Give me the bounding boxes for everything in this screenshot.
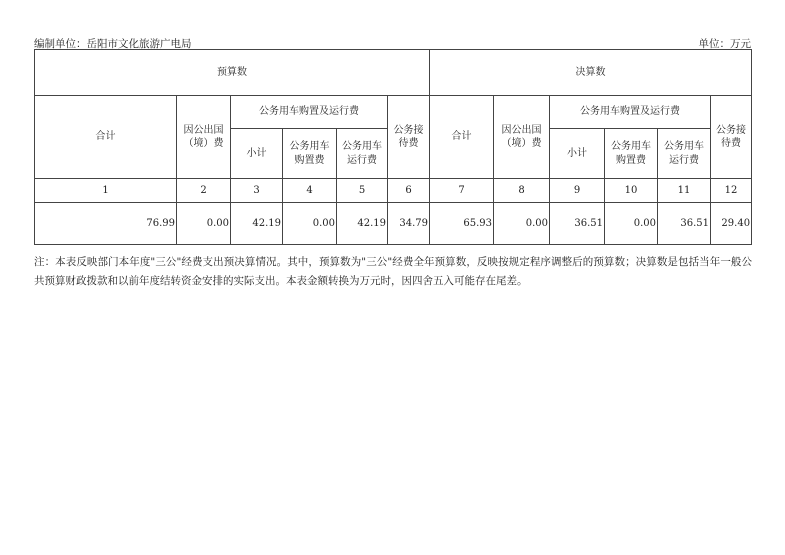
budget-operate-header: 公务用车运行费 <box>337 129 388 179</box>
final-purchase-value: 0.00 <box>605 203 658 245</box>
col-number: 2 <box>177 179 231 203</box>
budget-subtotal-value: 42.19 <box>231 203 283 245</box>
col-number: 1 <box>35 179 177 203</box>
column-number-row <box>35 179 752 203</box>
budget-operate-value: 42.19 <box>337 203 388 245</box>
unit-label: 单位：万元 <box>698 38 751 50</box>
col-number: 5 <box>337 179 388 203</box>
organization-label: 编制单位：岳阳市文化旅游广电局 <box>34 38 192 50</box>
col-number: 3 <box>231 179 283 203</box>
budget-subtotal-header: 小计 <box>231 129 283 179</box>
budget-reception-value: 34.79 <box>388 203 430 245</box>
final-reception-header: 公务接待费 <box>711 96 752 179</box>
col-number: 9 <box>550 179 605 203</box>
value-row <box>35 203 752 245</box>
budget-reception-header: 公务接待费 <box>388 96 430 179</box>
final-purchase-header: 公务用车购置费 <box>605 129 658 179</box>
final-abroad-header: 因公出国（境）费 <box>494 96 550 179</box>
table-footnote: 注：本表反映部门本年度"三公"经费支出预决算情况。其中，预算数为"三公"经费全年预算数，反映按规定程序调整后的预算数；决算数是包括当年一般公共预算财政拨款和以前年度结转资金安排的实际支出。本表金额转换为万元时，因四舍五入可能存在尾差。 <box>34 256 752 287</box>
budget-total-header: 合计 <box>35 96 177 179</box>
final-subtotal-header: 小计 <box>550 129 605 179</box>
final-total-header: 合计 <box>430 96 494 179</box>
col-number: 11 <box>658 179 711 203</box>
final-operate-header: 公务用车运行费 <box>658 129 711 179</box>
col-number: 6 <box>388 179 430 203</box>
budget-vehicle-header: 公务用车购置及运行费 <box>231 96 388 129</box>
budget-abroad-header: 因公出国（境）费 <box>177 96 231 179</box>
final-group-header: 决算数 <box>430 50 752 96</box>
col-number: 12 <box>711 179 752 203</box>
final-abroad-value: 0.00 <box>494 203 550 245</box>
col-number: 8 <box>494 179 550 203</box>
budget-abroad-value: 0.00 <box>177 203 231 245</box>
final-subtotal-value: 36.51 <box>550 203 605 245</box>
budget-total-value: 76.99 <box>35 203 177 245</box>
final-vehicle-header: 公务用车购置及运行费 <box>550 96 711 129</box>
budget-purchase-header: 公务用车购置费 <box>283 129 337 179</box>
col-number: 7 <box>430 179 494 203</box>
final-reception-value: 29.40 <box>711 203 752 245</box>
budget-group-header: 预算数 <box>35 50 430 96</box>
three-public-expenses-table <box>34 49 752 245</box>
col-number: 4 <box>283 179 337 203</box>
final-operate-value: 36.51 <box>658 203 711 245</box>
budget-purchase-value: 0.00 <box>283 203 337 245</box>
final-total-value: 65.93 <box>430 203 494 245</box>
col-number: 10 <box>605 179 658 203</box>
